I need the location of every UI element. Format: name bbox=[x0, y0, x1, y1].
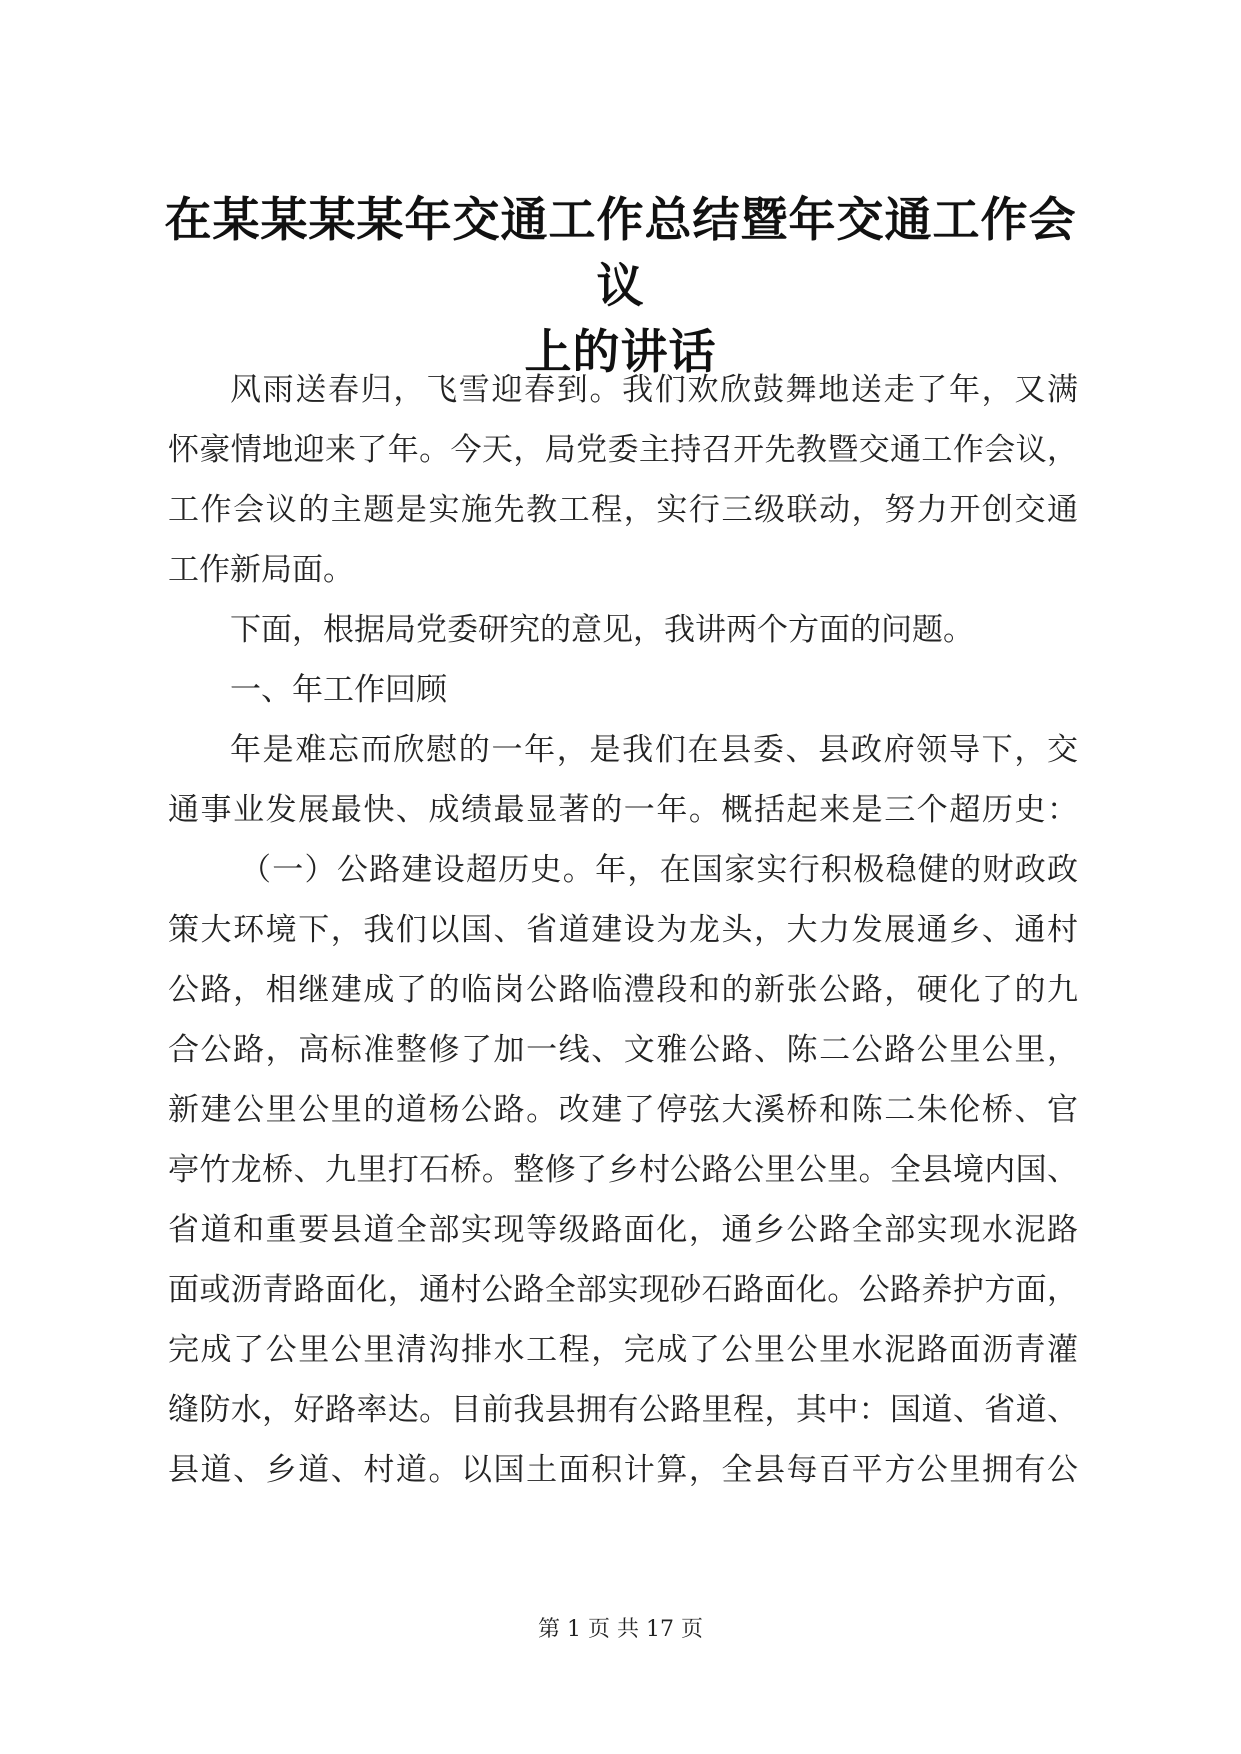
body-line-14: 亭竹龙桥、九里打石桥。整修了乡村公路公里公里。全县境内国、 bbox=[168, 1152, 1078, 1188]
body-line-6: 一、年工作回顾 bbox=[230, 672, 447, 708]
body-line-12: 合公路，高标准整修了加一线、文雅公路、陈二公路公里公里， bbox=[168, 1032, 1078, 1068]
page-number-footer: 第 1 页 共 17 页 bbox=[538, 1617, 703, 1642]
document-body bbox=[168, 360, 1078, 1500]
body-line-17: 完成了公里公里清沟排水工程，完成了公里公里水泥路面沥青灌 bbox=[168, 1332, 1078, 1368]
body-line-5: 下面，根据局党委研究的意见，我讲两个方面的问题。 bbox=[230, 612, 974, 648]
body-line-15: 省道和重要县道全部实现等级路面化，通乡公路全部实现水泥路 bbox=[168, 1212, 1078, 1248]
body-line-19: 县道、乡道、村道。以国土面积计算，全县每百平方公里拥有公 bbox=[168, 1452, 1078, 1488]
body-line-1: 风雨送春归，飞雪迎春到。我们欢欣鼓舞地送走了年，又满 bbox=[230, 372, 1078, 408]
body-line-11: 公路，相继建成了的临岗公路临澧段和的新张公路，硬化了的九 bbox=[168, 972, 1078, 1008]
body-line-13: 新建公里公里的道杨公路。改建了停弦大溪桥和陈二朱伦桥、官 bbox=[168, 1092, 1078, 1128]
body-line-7: 年是难忘而欣慰的一年，是我们在县委、县政府领导下，交 bbox=[230, 732, 1078, 768]
title-line-1: 在某某某某年交通工作总结暨年交通工作会议 bbox=[164, 193, 1077, 314]
title-line-2: 上的讲话 bbox=[524, 325, 717, 380]
body-line-2: 怀豪情地迎来了年。今天，局党委主持召开先教暨交通工作会议， bbox=[168, 432, 1078, 468]
body-line-18: 缝防水，好路率达。目前我县拥有公路里程，其中：国道、省道、 bbox=[168, 1392, 1078, 1428]
document-title bbox=[150, 188, 1091, 386]
body-line-3: 工作会议的主题是实施先教工程，实行三级联动，努力开创交通 bbox=[168, 492, 1078, 528]
body-line-9: （一）公路建设超历史。年，在国家实行积极稳健的财政政 bbox=[240, 852, 1078, 888]
body-line-10: 策大环境下，我们以国、省道建设为龙头，大力发展通乡、通村 bbox=[168, 912, 1078, 948]
body-line-4: 工作新局面。 bbox=[168, 552, 354, 588]
body-line-8: 通事业发展最快、成绩最显著的一年。概括起来是三个超历史： bbox=[168, 792, 1078, 828]
body-line-16: 面或沥青路面化，通村公路全部实现砂石路面化。公路养护方面， bbox=[168, 1272, 1078, 1308]
